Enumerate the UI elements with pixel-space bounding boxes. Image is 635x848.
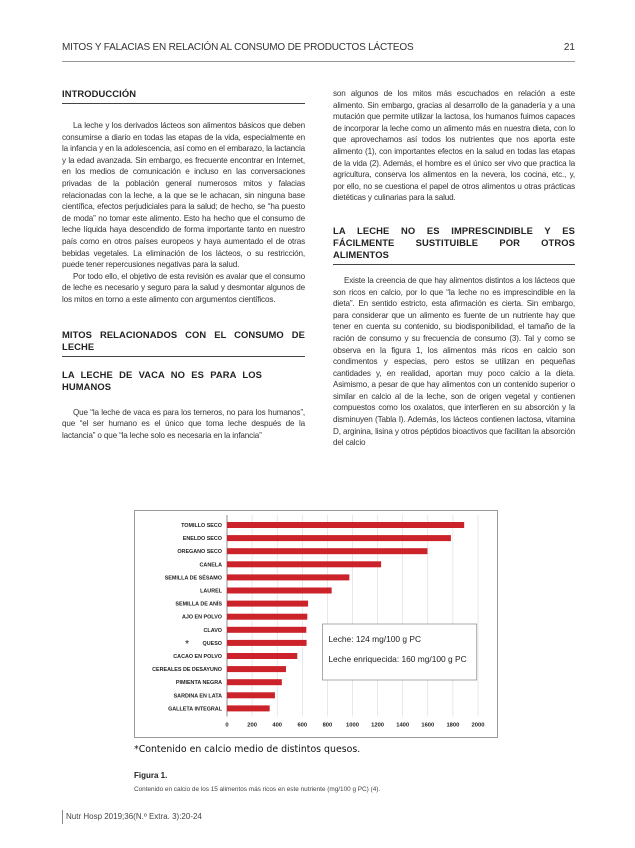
category-label: PIMIENTA NEGRA xyxy=(175,680,222,687)
bar-ajo-en-polvo xyxy=(227,614,307,620)
bar-pimienta-negra xyxy=(227,679,282,685)
category-label: AJO EN POLVO xyxy=(181,614,222,621)
category-label: OREGANO SECO xyxy=(177,549,222,556)
figure-caption: Contenido en calcio de los 15 alimentos más ricos en este nutriente (mg/100 g PC) (4). xyxy=(134,786,381,793)
journal-citation: Nutr Hosp 2019;36(N.º Extra. 3):20-24 xyxy=(66,812,202,821)
category-label: LAUREL xyxy=(200,588,222,595)
x-tick-label: 1000 xyxy=(346,722,359,729)
category-label: TOMILLO SECO xyxy=(181,523,222,529)
vaca-paragraph-1: Que “la leche de vaca es para los terneros, no para los humanos”, que “el ser humano es el único que toma leche después de la lactancia” o que “la leche solo es necesaria en la infancia” xyxy=(62,407,305,440)
right-paragraph-2: Existe la creencia de que hay alimentos distintos a los lácteos que son ricos en calcio, por lo que “la leche no es imprescindible en la dieta”. En sentido estricto, esta afirmación es cierta. Sin embargo, para considerar que un alimento es fuente de un nutriente hay que tener en cuenta su contenido, su biodisponibilidad, el tamaño de la ración de consumo y su frecuencia de consumo (3). Tal y como se observa en la figura 1, los alimentos más ricos en calcio son condimentos y especias, pero estos se utilizan en pequeñas cantidades y, en realidad, aportan muy poco calcio a la dieta. Asimismo, a pesar de que hay alimentos con un contenido superior o similar en calcio al de la leche, son de origen vegetal y contienen compuestos como los oxalatos, que interfieren en su absorción y la disminuyen (Tabla I). Además, los lácteos contienen lactosa, vitamina D, arginina, lisina y otros péptidos bioactivos que facilitan la absorción del calcio xyxy=(333,275,575,448)
x-tick-label: 1600 xyxy=(421,722,435,729)
mitos-heading: MITOS RELACIONADOS CON EL CONSUMO DE LECHE xyxy=(62,328,305,352)
category-label: SEMILLA DE SÉSAMO xyxy=(164,575,222,582)
intro-heading: INTRODUCCIÓN xyxy=(62,88,137,99)
x-tick-label: 2000 xyxy=(471,722,485,729)
bar-sardina-en-lata xyxy=(227,692,275,698)
category-label: CANELA xyxy=(199,562,222,569)
bar-clavo xyxy=(227,627,306,633)
category-label: SARDINA EN LATA xyxy=(173,693,222,700)
calcium-bar-chart xyxy=(135,511,497,737)
category-label: CACAO EN POLVO xyxy=(173,654,222,660)
x-tick-label: 200 xyxy=(247,722,257,729)
bar-cacao-en-polvo xyxy=(227,653,297,659)
bar-tomillo-seco xyxy=(227,522,464,528)
x-tick-label: 1200 xyxy=(371,722,385,729)
header-rule xyxy=(62,61,575,62)
intro-paragraph-1: La leche y los derivados lácteos son alimentos básicos que deben consumirse a diario en todas las etapas de la vida, especialmente en la infancia y en la adolescencia, así como en el embarazo, la lactancia y la edad avanzada. Sin embargo, es frecuente encontrar en Internet, en los medios de comunicación e incluso en las conversaciones privadas de la población general numerosos mitos y falacias relacionadas con la leche, a la que se le achacan, sin ninguna base científica, efectos perjudiciales para la salud; de hecho, se “ha puesto de moda” no tomar este alimento. Esto ha hecho que el consumo de leche líquida haya descendido de forma importante tanto en nuestro país como en otros países europeos y haya aumentado el de otras bebidas vegetales. La eliminación de los lácteos, o su restricción, puede tener repercusiones negativas para la salud. xyxy=(62,121,305,270)
asterisk-marker: * xyxy=(185,638,189,650)
x-tick-label: 600 xyxy=(297,722,308,729)
sustituible-heading-rule xyxy=(333,264,575,265)
annotation-line: Leche: 124 mg/100 g PC xyxy=(328,634,422,644)
figure-label: Figura 1. xyxy=(134,771,168,780)
category-label: GALLETA INTEGRAL xyxy=(168,706,222,713)
x-tick-label: 0 xyxy=(225,722,229,729)
bar-semilla-de-sésamo xyxy=(227,574,349,580)
left-column xyxy=(62,88,305,441)
x-tick-label: 1800 xyxy=(446,722,460,729)
bar-canela xyxy=(227,561,381,567)
mitos-heading-rule xyxy=(62,356,305,357)
annotation-line: Leche enriquecida: 160 mg/100 g PC xyxy=(328,654,467,664)
footer-bracket xyxy=(62,810,63,824)
running-title: MITOS Y FALACIAS EN RELACIÓN AL CONSUMO DE PRODUCTOS LÁCTEOS xyxy=(62,42,414,53)
figure-1-box xyxy=(134,510,498,738)
category-label: QUESO xyxy=(202,640,222,647)
annotation-box xyxy=(322,624,476,680)
bar-galleta-integral xyxy=(227,705,270,711)
category-label: ENELDO SECO xyxy=(182,536,222,543)
page-number: 21 xyxy=(563,42,575,53)
bar-laurel xyxy=(227,588,332,594)
sustituible-heading: LA LECHE NO ES IMPRESCINDIBLE Y ES FÁCILMENTE SUSTITUIBLE POR OTROS ALIMENTOS xyxy=(333,224,575,260)
bar-oregano-seco xyxy=(227,548,427,554)
intro-heading-rule xyxy=(62,103,305,104)
x-tick-label: 1400 xyxy=(396,722,410,729)
intro-paragraph-2: Por todo ello, el objetivo de esta revisión es avalar que el consumo de leche es necesario y seguro para la salud y desmontar algunos de los mitos en torno a este alimento con argumentos científicos. xyxy=(62,271,305,304)
bar-semilla-de-anís xyxy=(227,601,308,607)
x-tick-label: 800 xyxy=(322,722,333,729)
bar-cereales-de-desayuno xyxy=(227,666,286,672)
right-paragraph-1: son algunos de los mitos más escuchados en relación a este alimento. Sin embargo, gracias al desarrollo de la ganadería y a una mutación que permite utilizar la lactosa, los humanos fuimos capaces de incorporar la leche como un alimento más en nuestra dieta, con lo que aprovechamos así todos los nutrientes que nos aporta este alimento (1), con importantes efectos en la salud en todas las etapas de la vida (2). Además, el hombre es el único ser vivo que practica la agricultura, conserva los alimentos en la nevera, los cocina, etc., y, por ello, no se cuestiona el papel de otros alimentos u otras prácticas dietéticas y culinarias para la salud. xyxy=(333,89,575,203)
vaca-heading: LA LECHE DE VACA NO ES PARA LOS HUMANOS xyxy=(62,368,262,392)
category-label: SEMILLA DE ANÍS xyxy=(175,601,222,608)
category-label: CEREALES DE DESAYUNO xyxy=(152,667,222,674)
right-column xyxy=(333,88,575,449)
bar-queso xyxy=(227,640,307,646)
bar-eneldo-seco xyxy=(227,535,451,541)
category-label: CLAVO xyxy=(203,627,222,634)
chart-footnote: *Contenido en calcio medio de distintos quesos. xyxy=(134,744,361,755)
x-tick-label: 400 xyxy=(272,722,283,729)
